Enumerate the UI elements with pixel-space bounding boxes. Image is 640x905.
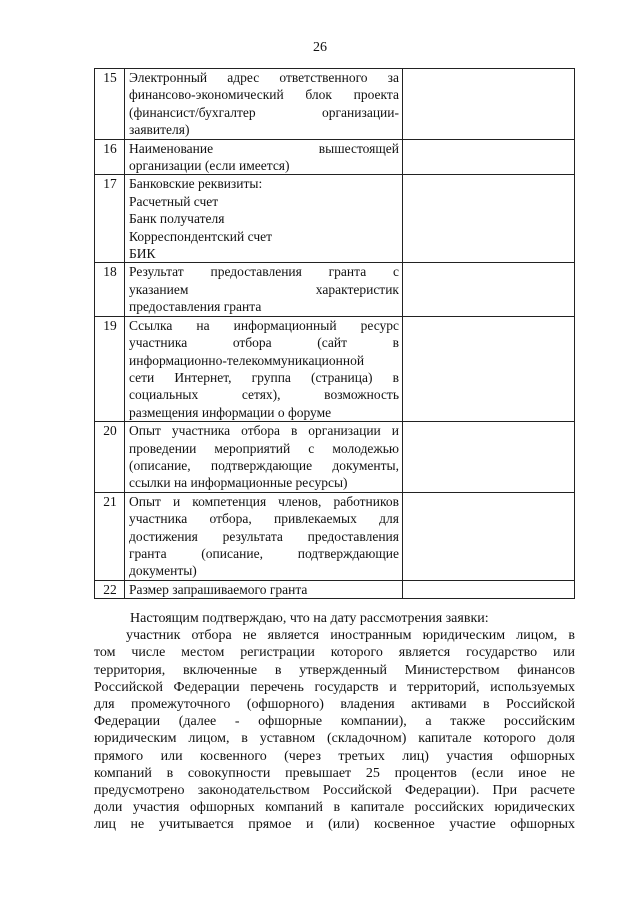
row-label-line: участника отбора (сайт в [129,335,399,351]
table-row [95,69,575,140]
row-label [125,69,403,140]
row-label-line: БИК [129,246,156,262]
row-label-line: информационно-телекоммуникационной [129,352,365,368]
row-label-line: Результат предоставления гранта с [129,264,399,280]
row-label [125,263,403,316]
declaration-line: территория, включенные в утвержденный Министерством финансов [94,662,575,678]
declaration-line: для промежуточного (офшорного) владения активами в Российской [94,697,575,713]
row-label-line: Наименование вышестоящей [129,140,399,156]
row-number: 18 [95,263,125,316]
row-label-line: заявителя) [129,122,190,138]
row-number: 16 [95,139,125,175]
table-row [95,175,575,263]
row-number: 19 [95,316,125,421]
declaration-line: Федерации (далее - офшорные компании), а также российским [94,714,575,730]
row-label-line: размещения информации о форуме [129,404,332,420]
table-row [95,139,575,175]
row-number: 15 [95,69,125,140]
row-label-line: финансово-экономический блок проекта [129,87,399,103]
declaration-line: доли участия офшорных компаний в капитале российских юридических [94,800,575,816]
row-label-line: Ссылка на информационный ресурс [129,317,399,333]
row-value-cell[interactable] [403,492,575,580]
table-body [95,69,575,599]
page-number: 26 [313,40,327,55]
row-label-line: организации (если имеется) [129,158,290,174]
row-label-line: указанием характеристик [129,281,399,297]
declaration-line: том числе местом регистрации которого является государство или [94,645,575,661]
row-label [125,139,403,175]
declaration-body [94,627,575,833]
row-value-cell[interactable] [403,316,575,421]
row-label-line: Корреспондентский счет [129,228,273,244]
row-value-cell[interactable] [403,580,575,598]
declaration-intro: Настоящим подтверждаю, что на дату рассмотрения заявки: [130,611,489,626]
row-value-cell[interactable] [403,69,575,140]
table-row [95,263,575,316]
row-label-line: Электронный адрес ответственного за [129,70,399,85]
table-row [95,422,575,493]
row-label-line: достижения результата предоставления [129,528,399,544]
row-label-line: Банковские реквизиты: [129,176,263,192]
row-label-line: (финансист/бухгалтер организации- [129,104,399,120]
row-value-cell[interactable] [403,422,575,493]
table-row [95,316,575,421]
row-label-line: гранта (описание, подтверждающие [129,545,399,561]
declaration-line: Российской Федерации перечень государств и территорий, используемых [94,679,575,695]
row-value-cell[interactable] [403,263,575,316]
row-label-line: социальных сетях), возможность [129,387,399,403]
row-label [125,316,403,421]
row-label [125,175,403,263]
application-form-table [94,68,575,599]
row-number: 21 [95,492,125,580]
row-label [125,492,403,580]
row-label-line: Размер запрашиваемого гранта [129,581,308,597]
row-label-line: ссылки на информационные ресурсы) [129,475,348,491]
declaration-line: предусмотрено законодательством Российской Федерации). При расчете [94,783,575,799]
row-value-cell[interactable] [403,139,575,175]
declaration-line: прямого или косвенного (через третьих лиц) участия офшорных [94,748,575,764]
table-row [95,580,575,598]
row-label-line: Расчетный счет [129,193,219,209]
row-label-line: (описание, подтверждающие документы, [129,457,399,473]
row-label-line: Банк получателя [129,211,225,227]
row-number: 22 [95,580,125,598]
row-label [125,580,403,598]
row-label-line: предоставления гранта [129,299,262,315]
declaration-line: лиц не учитывается прямое и (или) косвенное участие офшорных [94,817,575,833]
declaration-line: компаний в совокупности превышает 25 процентов (если иное не [94,765,575,781]
row-number: 17 [95,175,125,263]
declaration-line: участник отбора не является иностранным юридическим лицом, в [126,628,575,644]
row-label-line: проведении мероприятий с молодежью [129,440,399,456]
row-label-line: участника отбора, привлекаемых для [129,511,399,527]
row-label-line: Опыт участника отбора в организации и [129,423,399,439]
row-label-line: сети Интернет, группа (страница) в [129,369,399,385]
row-value-cell[interactable] [403,175,575,263]
declaration-line: юридическим лицом, в уставном (складочном) капитале которого доля [94,731,575,747]
row-number: 20 [95,422,125,493]
declaration-section [94,610,575,834]
row-label-line: документы) [129,563,197,579]
table-row [95,492,575,580]
row-label-line: Опыт и компетенция членов, работников [129,493,399,509]
row-label [125,422,403,493]
